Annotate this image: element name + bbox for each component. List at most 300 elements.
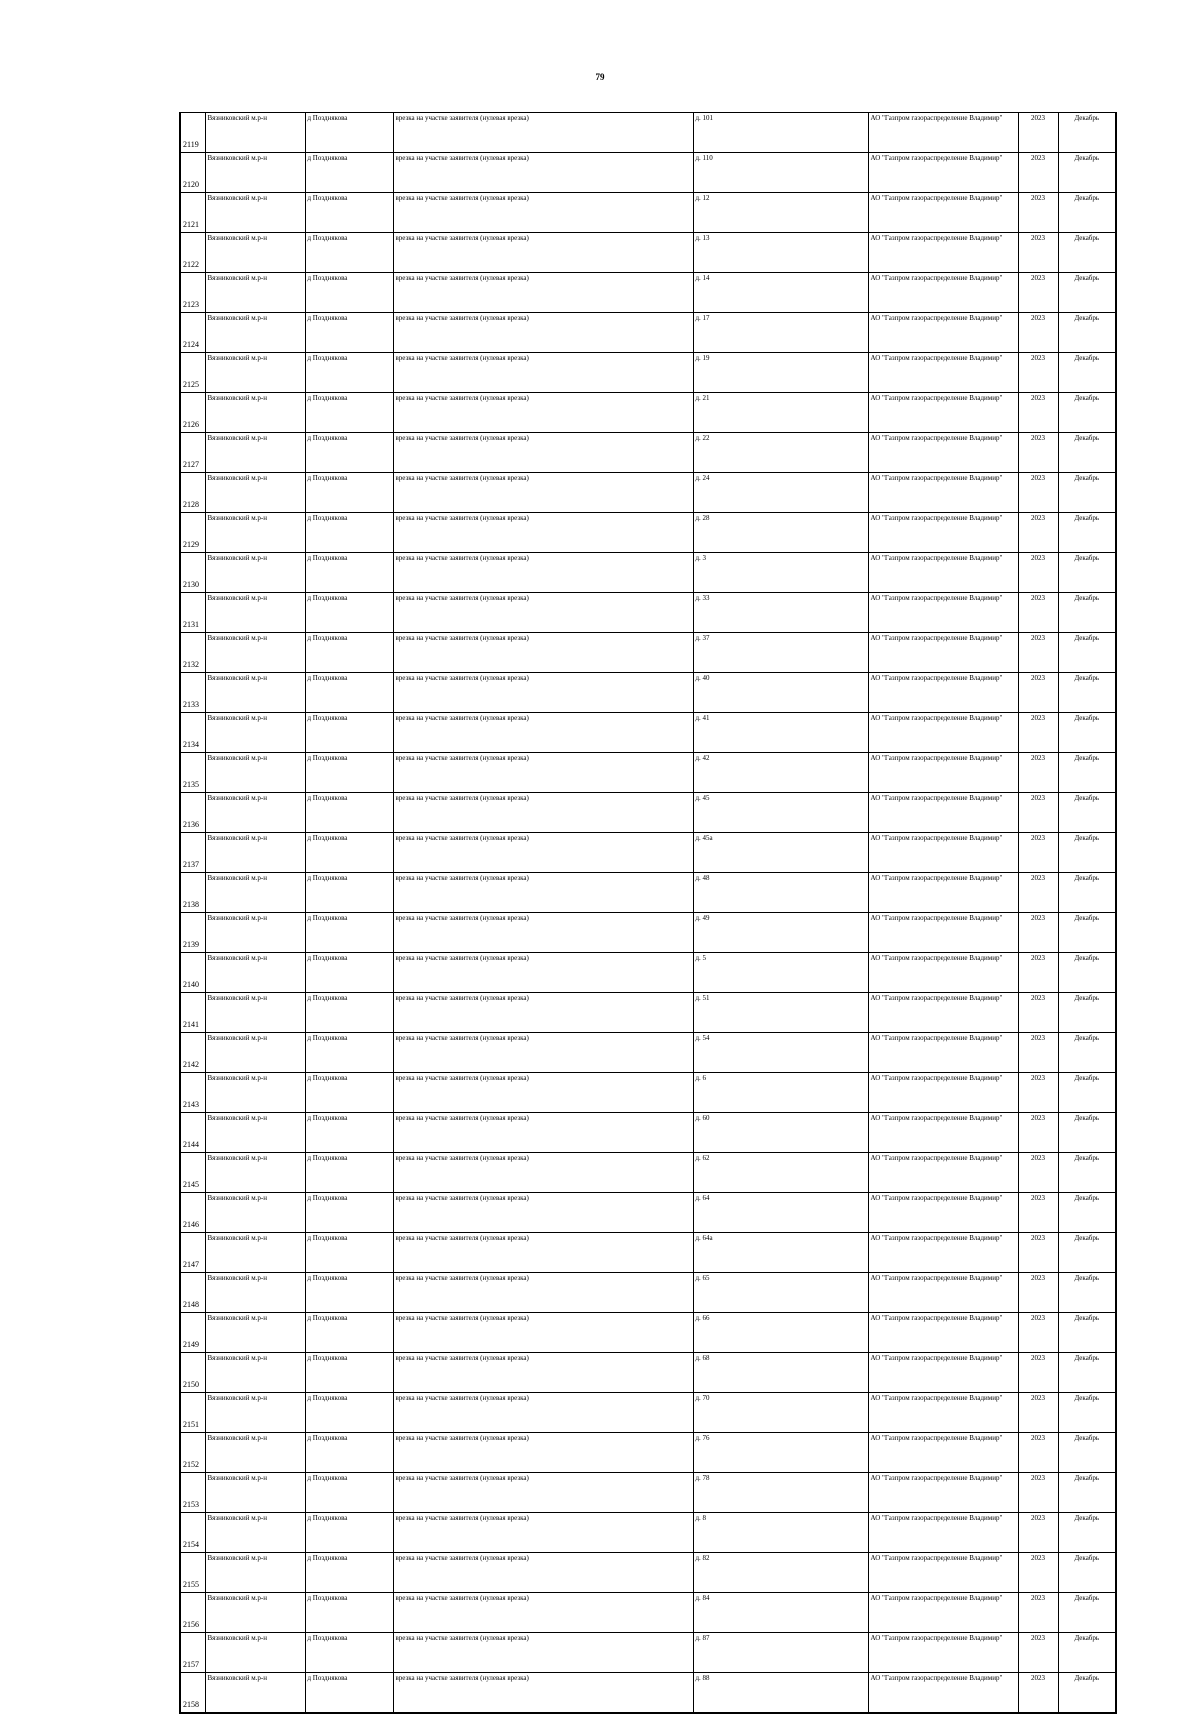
district-cell: Вязниковский м.р-н	[205, 873, 305, 913]
table-row	[180, 1433, 1116, 1473]
row-number: 2127	[180, 433, 205, 473]
month-cell: Декабрь	[1058, 593, 1116, 633]
district-cell: Вязниковский м.р-н	[205, 593, 305, 633]
house-number-cell: д. 14	[693, 273, 868, 313]
house-number-cell: д. 40	[693, 673, 868, 713]
organization-cell: АО "Газпром газораспределение Владимир"	[868, 313, 1018, 353]
work-type-cell: врезка на участке заявителя (нулевая врезка)	[393, 873, 693, 913]
house-number-cell: д. 45	[693, 793, 868, 833]
organization-cell: АО "Газпром газораспределение Владимир"	[868, 233, 1018, 273]
row-number: 2124	[180, 313, 205, 353]
work-type-cell: врезка на участке заявителя (нулевая врезка)	[393, 1193, 693, 1233]
year-cell: 2023	[1018, 353, 1058, 393]
district-cell: Вязниковский м.р-н	[205, 913, 305, 953]
organization-cell: АО "Газпром газораспределение Владимир"	[868, 1633, 1018, 1673]
house-number-cell: д. 21	[693, 393, 868, 433]
year-cell: 2023	[1018, 713, 1058, 753]
organization-cell: АО "Газпром газораспределение Владимир"	[868, 1513, 1018, 1553]
table-row	[180, 1033, 1116, 1073]
district-cell: Вязниковский м.р-н	[205, 993, 305, 1033]
work-type-cell: врезка на участке заявителя (нулевая врезка)	[393, 233, 693, 273]
village-cell: д Позднякова	[305, 1473, 393, 1513]
house-number-cell: д. 24	[693, 473, 868, 513]
house-number-cell: д. 19	[693, 353, 868, 393]
year-cell: 2023	[1018, 1433, 1058, 1473]
work-type-cell: врезка на участке заявителя (нулевая врезка)	[393, 1073, 693, 1113]
district-cell: Вязниковский м.р-н	[205, 793, 305, 833]
year-cell: 2023	[1018, 593, 1058, 633]
year-cell: 2023	[1018, 553, 1058, 593]
table-row	[180, 1073, 1116, 1113]
house-number-cell: д. 48	[693, 873, 868, 913]
month-cell: Декабрь	[1058, 1233, 1116, 1273]
row-number: 2146	[180, 1193, 205, 1233]
year-cell: 2023	[1018, 873, 1058, 913]
row-number: 2134	[180, 713, 205, 753]
village-cell: д Позднякова	[305, 193, 393, 233]
organization-cell: АО "Газпром газораспределение Владимир"	[868, 873, 1018, 913]
village-cell: д Позднякова	[305, 113, 393, 153]
year-cell: 2023	[1018, 993, 1058, 1033]
organization-cell: АО "Газпром газораспределение Владимир"	[868, 1313, 1018, 1353]
village-cell: д Позднякова	[305, 1673, 393, 1714]
table-row	[180, 393, 1116, 433]
district-cell: Вязниковский м.р-н	[205, 473, 305, 513]
work-type-cell: врезка на участке заявителя (нулевая врезка)	[393, 1673, 693, 1714]
work-type-cell: врезка на участке заявителя (нулевая врезка)	[393, 633, 693, 673]
row-number: 2137	[180, 833, 205, 873]
house-number-cell: д. 42	[693, 753, 868, 793]
village-cell: д Позднякова	[305, 1193, 393, 1233]
row-number: 2126	[180, 393, 205, 433]
village-cell: д Позднякова	[305, 793, 393, 833]
house-number-cell: д. 41	[693, 713, 868, 753]
row-number: 2151	[180, 1393, 205, 1433]
organization-cell: АО "Газпром газораспределение Владимир"	[868, 1033, 1018, 1073]
year-cell: 2023	[1018, 1593, 1058, 1633]
month-cell: Декабрь	[1058, 553, 1116, 593]
month-cell: Декабрь	[1058, 273, 1116, 313]
house-number-cell: д. 28	[693, 513, 868, 553]
district-cell: Вязниковский м.р-н	[205, 1073, 305, 1113]
district-cell: Вязниковский м.р-н	[205, 1113, 305, 1153]
village-cell: д Позднякова	[305, 953, 393, 993]
district-cell: Вязниковский м.р-н	[205, 833, 305, 873]
year-cell: 2023	[1018, 1633, 1058, 1673]
work-type-cell: врезка на участке заявителя (нулевая врезка)	[393, 913, 693, 953]
village-cell: д Позднякова	[305, 993, 393, 1033]
table-row	[180, 673, 1116, 713]
village-cell: д Позднякова	[305, 673, 393, 713]
table-row	[180, 753, 1116, 793]
house-number-cell: д. 110	[693, 153, 868, 193]
table-row	[180, 473, 1116, 513]
page-number: 79	[595, 72, 605, 82]
village-cell: д Позднякова	[305, 433, 393, 473]
house-number-cell: д. 68	[693, 1353, 868, 1393]
table-row	[180, 1113, 1116, 1153]
table-row	[180, 1353, 1116, 1393]
row-number: 2152	[180, 1433, 205, 1473]
work-type-cell: врезка на участке заявителя (нулевая врезка)	[393, 153, 693, 193]
table-row	[180, 153, 1116, 193]
house-number-cell: д. 62	[693, 1153, 868, 1193]
year-cell: 2023	[1018, 833, 1058, 873]
table-row	[180, 793, 1116, 833]
organization-cell: АО "Газпром газораспределение Владимир"	[868, 273, 1018, 313]
month-cell: Декабрь	[1058, 1473, 1116, 1513]
district-cell: Вязниковский м.р-н	[205, 153, 305, 193]
year-cell: 2023	[1018, 393, 1058, 433]
village-cell: д Позднякова	[305, 1353, 393, 1393]
house-number-cell: д. 33	[693, 593, 868, 633]
village-cell: д Позднякова	[305, 273, 393, 313]
district-cell: Вязниковский м.р-н	[205, 233, 305, 273]
row-number: 2125	[180, 353, 205, 393]
work-type-cell: врезка на участке заявителя (нулевая врезка)	[393, 193, 693, 233]
year-cell: 2023	[1018, 313, 1058, 353]
organization-cell: АО "Газпром газораспределение Владимир"	[868, 1113, 1018, 1153]
house-number-cell: д. 17	[693, 313, 868, 353]
row-number: 2147	[180, 1233, 205, 1273]
year-cell: 2023	[1018, 113, 1058, 153]
district-cell: Вязниковский м.р-н	[205, 1353, 305, 1393]
year-cell: 2023	[1018, 913, 1058, 953]
table-row	[180, 953, 1116, 993]
district-cell: Вязниковский м.р-н	[205, 753, 305, 793]
table-row	[180, 193, 1116, 233]
organization-cell: АО "Газпром газораспределение Владимир"	[868, 1433, 1018, 1473]
month-cell: Декабрь	[1058, 1193, 1116, 1233]
district-cell: Вязниковский м.р-н	[205, 1273, 305, 1313]
village-cell: д Позднякова	[305, 1113, 393, 1153]
organization-cell: АО "Газпром газораспределение Владимир"	[868, 473, 1018, 513]
work-type-cell: врезка на участке заявителя (нулевая врезка)	[393, 1033, 693, 1073]
table-row	[180, 113, 1116, 153]
month-cell: Декабрь	[1058, 1353, 1116, 1393]
row-number: 2119	[180, 113, 205, 153]
work-type-cell: врезка на участке заявителя (нулевая врезка)	[393, 113, 693, 153]
organization-cell: АО "Газпром газораспределение Владимир"	[868, 633, 1018, 673]
organization-cell: АО "Газпром газораспределение Владимир"	[868, 913, 1018, 953]
year-cell: 2023	[1018, 1393, 1058, 1433]
year-cell: 2023	[1018, 673, 1058, 713]
row-number: 2157	[180, 1633, 205, 1673]
year-cell: 2023	[1018, 793, 1058, 833]
month-cell: Декабрь	[1058, 793, 1116, 833]
month-cell: Декабрь	[1058, 1073, 1116, 1113]
village-cell: д Позднякова	[305, 593, 393, 633]
district-cell: Вязниковский м.р-н	[205, 713, 305, 753]
district-cell: Вязниковский м.р-н	[205, 1513, 305, 1553]
organization-cell: АО "Газпром газораспределение Владимир"	[868, 1273, 1018, 1313]
month-cell: Декабрь	[1058, 353, 1116, 393]
work-type-cell: врезка на участке заявителя (нулевая врезка)	[393, 433, 693, 473]
month-cell: Декабрь	[1058, 233, 1116, 273]
month-cell: Декабрь	[1058, 1593, 1116, 1633]
row-number: 2138	[180, 873, 205, 913]
month-cell: Декабрь	[1058, 1393, 1116, 1433]
work-type-cell: врезка на участке заявителя (нулевая врезка)	[393, 1153, 693, 1193]
house-number-cell: д. 66	[693, 1313, 868, 1353]
work-type-cell: врезка на участке заявителя (нулевая врезка)	[393, 1593, 693, 1633]
organization-cell: АО "Газпром газораспределение Владимир"	[868, 753, 1018, 793]
year-cell: 2023	[1018, 1273, 1058, 1313]
row-number: 2123	[180, 273, 205, 313]
district-cell: Вязниковский м.р-н	[205, 313, 305, 353]
table-body	[180, 113, 1116, 1714]
district-cell: Вязниковский м.р-н	[205, 1633, 305, 1673]
work-type-cell: врезка на участке заявителя (нулевая врезка)	[393, 513, 693, 553]
house-number-cell: д. 6	[693, 1073, 868, 1113]
organization-cell: АО "Газпром газораспределение Владимир"	[868, 553, 1018, 593]
year-cell: 2023	[1018, 1073, 1058, 1113]
organization-cell: АО "Газпром газораспределение Владимир"	[868, 993, 1018, 1033]
year-cell: 2023	[1018, 1153, 1058, 1193]
row-number: 2149	[180, 1313, 205, 1353]
village-cell: д Позднякова	[305, 393, 393, 433]
year-cell: 2023	[1018, 1553, 1058, 1593]
year-cell: 2023	[1018, 273, 1058, 313]
row-number: 2120	[180, 153, 205, 193]
table-row	[180, 1633, 1116, 1673]
row-number: 2150	[180, 1353, 205, 1393]
work-type-cell: врезка на участке заявителя (нулевая врезка)	[393, 793, 693, 833]
row-number: 2141	[180, 993, 205, 1033]
month-cell: Декабрь	[1058, 153, 1116, 193]
row-number: 2158	[180, 1673, 205, 1714]
work-type-cell: врезка на участке заявителя (нулевая врезка)	[393, 753, 693, 793]
house-number-cell: д. 54	[693, 1033, 868, 1073]
table-row	[180, 833, 1116, 873]
year-cell: 2023	[1018, 1473, 1058, 1513]
house-number-cell: д. 64а	[693, 1233, 868, 1273]
district-cell: Вязниковский м.р-н	[205, 513, 305, 553]
month-cell: Декабрь	[1058, 473, 1116, 513]
organization-cell: АО "Газпром газораспределение Владимир"	[868, 1233, 1018, 1273]
year-cell: 2023	[1018, 1673, 1058, 1714]
table-row	[180, 233, 1116, 273]
table-row	[180, 713, 1116, 753]
row-number: 2156	[180, 1593, 205, 1633]
house-number-cell: д. 60	[693, 1113, 868, 1153]
year-cell: 2023	[1018, 1233, 1058, 1273]
district-cell: Вязниковский м.р-н	[205, 1153, 305, 1193]
month-cell: Декабрь	[1058, 1673, 1116, 1714]
organization-cell: АО "Газпром газораспределение Владимир"	[868, 833, 1018, 873]
organization-cell: АО "Газпром газораспределение Владимир"	[868, 1393, 1018, 1433]
month-cell: Декабрь	[1058, 113, 1116, 153]
table-row	[180, 433, 1116, 473]
district-cell: Вязниковский м.р-н	[205, 633, 305, 673]
village-cell: д Позднякова	[305, 1393, 393, 1433]
month-cell: Декабрь	[1058, 1113, 1116, 1153]
organization-cell: АО "Газпром газораспределение Владимир"	[868, 393, 1018, 433]
work-type-cell: врезка на участке заявителя (нулевая врезка)	[393, 353, 693, 393]
village-cell: д Позднякова	[305, 1273, 393, 1313]
row-number: 2145	[180, 1153, 205, 1193]
village-cell: д Позднякова	[305, 753, 393, 793]
district-cell: Вязниковский м.р-н	[205, 1393, 305, 1433]
work-type-cell: врезка на участке заявителя (нулевая врезка)	[393, 993, 693, 1033]
table-row	[180, 913, 1116, 953]
village-cell: д Позднякова	[305, 913, 393, 953]
district-cell: Вязниковский м.р-н	[205, 953, 305, 993]
row-number: 2122	[180, 233, 205, 273]
month-cell: Декабрь	[1058, 1313, 1116, 1353]
village-cell: д Позднякова	[305, 1633, 393, 1673]
work-type-cell: врезка на участке заявителя (нулевая врезка)	[393, 553, 693, 593]
organization-cell: АО "Газпром газораспределение Владимир"	[868, 353, 1018, 393]
row-number: 2135	[180, 753, 205, 793]
organization-cell: АО "Газпром газораспределение Владимир"	[868, 193, 1018, 233]
month-cell: Декабрь	[1058, 433, 1116, 473]
village-cell: д Позднякова	[305, 513, 393, 553]
month-cell: Декабрь	[1058, 633, 1116, 673]
house-number-cell: д. 82	[693, 1553, 868, 1593]
work-type-cell: врезка на участке заявителя (нулевая врезка)	[393, 953, 693, 993]
house-number-cell: д. 49	[693, 913, 868, 953]
year-cell: 2023	[1018, 1353, 1058, 1393]
row-number: 2128	[180, 473, 205, 513]
year-cell: 2023	[1018, 633, 1058, 673]
month-cell: Декабрь	[1058, 1513, 1116, 1553]
organization-cell: АО "Газпром газораспределение Владимир"	[868, 1553, 1018, 1593]
month-cell: Декабрь	[1058, 993, 1116, 1033]
district-cell: Вязниковский м.р-н	[205, 1473, 305, 1513]
month-cell: Декабрь	[1058, 1553, 1116, 1593]
organization-cell: АО "Газпром газораспределение Владимир"	[868, 1473, 1018, 1513]
month-cell: Декабрь	[1058, 193, 1116, 233]
house-number-cell: д. 3	[693, 553, 868, 593]
house-number-cell: д. 88	[693, 1673, 868, 1714]
house-number-cell: д. 5	[693, 953, 868, 993]
row-number: 2142	[180, 1033, 205, 1073]
table-row	[180, 1193, 1116, 1233]
row-number: 2155	[180, 1553, 205, 1593]
month-cell: Декабрь	[1058, 313, 1116, 353]
district-cell: Вязниковский м.р-н	[205, 1673, 305, 1714]
year-cell: 2023	[1018, 1193, 1058, 1233]
organization-cell: АО "Газпром газораспределение Владимир"	[868, 713, 1018, 753]
table-row	[180, 1233, 1116, 1273]
year-cell: 2023	[1018, 753, 1058, 793]
month-cell: Декабрь	[1058, 713, 1116, 753]
table-row	[180, 993, 1116, 1033]
district-cell: Вязниковский м.р-н	[205, 1433, 305, 1473]
work-type-cell: врезка на участке заявителя (нулевая врезка)	[393, 1313, 693, 1353]
table-row	[180, 1513, 1116, 1553]
village-cell: д Позднякова	[305, 1313, 393, 1353]
work-type-cell: врезка на участке заявителя (нулевая врезка)	[393, 1273, 693, 1313]
house-number-cell: д. 64	[693, 1193, 868, 1233]
month-cell: Декабрь	[1058, 1033, 1116, 1073]
table-row	[180, 1593, 1116, 1633]
work-type-cell: врезка на участке заявителя (нулевая врезка)	[393, 273, 693, 313]
village-cell: д Позднякова	[305, 153, 393, 193]
month-cell: Декабрь	[1058, 1433, 1116, 1473]
village-cell: д Позднякова	[305, 233, 393, 273]
house-number-cell: д. 12	[693, 193, 868, 233]
work-type-cell: врезка на участке заявителя (нулевая врезка)	[393, 1233, 693, 1273]
row-number: 2144	[180, 1113, 205, 1153]
row-number: 2143	[180, 1073, 205, 1113]
house-number-cell: д. 70	[693, 1393, 868, 1433]
row-number: 2140	[180, 953, 205, 993]
village-cell: д Позднякова	[305, 833, 393, 873]
work-type-cell: врезка на участке заявителя (нулевая врезка)	[393, 673, 693, 713]
row-number: 2133	[180, 673, 205, 713]
work-type-cell: врезка на участке заявителя (нулевая врезка)	[393, 1553, 693, 1593]
month-cell: Декабрь	[1058, 873, 1116, 913]
organization-cell: АО "Газпром газораспределение Владимир"	[868, 593, 1018, 633]
organization-cell: АО "Газпром газораспределение Владимир"	[868, 1593, 1018, 1633]
village-cell: д Позднякова	[305, 1433, 393, 1473]
table-row	[180, 1393, 1116, 1433]
organization-cell: АО "Газпром газораспределение Владимир"	[868, 1073, 1018, 1113]
district-cell: Вязниковский м.р-н	[205, 353, 305, 393]
district-cell: Вязниковский м.р-н	[205, 1233, 305, 1273]
table-row	[180, 1153, 1116, 1193]
work-type-cell: врезка на участке заявителя (нулевая врезка)	[393, 1353, 693, 1393]
house-number-cell: д. 87	[693, 1633, 868, 1673]
table-row	[180, 553, 1116, 593]
village-cell: д Позднякова	[305, 713, 393, 753]
month-cell: Декабрь	[1058, 673, 1116, 713]
house-number-cell: д. 13	[693, 233, 868, 273]
row-number: 2154	[180, 1513, 205, 1553]
row-number: 2132	[180, 633, 205, 673]
district-cell: Вязниковский м.р-н	[205, 273, 305, 313]
table-row	[180, 1273, 1116, 1313]
organization-cell: АО "Газпром газораспределение Владимир"	[868, 1153, 1018, 1193]
work-type-cell: врезка на участке заявителя (нулевая врезка)	[393, 473, 693, 513]
work-type-cell: врезка на участке заявителя (нулевая врезка)	[393, 1113, 693, 1153]
house-number-cell: д. 37	[693, 633, 868, 673]
village-cell: д Позднякова	[305, 1233, 393, 1273]
district-cell: Вязниковский м.р-н	[205, 1313, 305, 1353]
year-cell: 2023	[1018, 193, 1058, 233]
organization-cell: АО "Газпром газораспределение Владимир"	[868, 1673, 1018, 1714]
month-cell: Декабрь	[1058, 1633, 1116, 1673]
work-type-cell: врезка на участке заявителя (нулевая врезка)	[393, 1513, 693, 1553]
district-cell: Вязниковский м.р-н	[205, 433, 305, 473]
table-row	[180, 513, 1116, 553]
work-type-cell: врезка на участке заявителя (нулевая врезка)	[393, 1393, 693, 1433]
organization-cell: АО "Газпром газораспределение Владимир"	[868, 433, 1018, 473]
organization-cell: АО "Газпром газораспределение Владимир"	[868, 113, 1018, 153]
village-cell: д Позднякова	[305, 1153, 393, 1193]
year-cell: 2023	[1018, 433, 1058, 473]
month-cell: Декабрь	[1058, 1273, 1116, 1313]
village-cell: д Позднякова	[305, 1033, 393, 1073]
house-number-cell: д. 101	[693, 113, 868, 153]
row-number: 2130	[180, 553, 205, 593]
row-number: 2148	[180, 1273, 205, 1313]
organization-cell: АО "Газпром газораспределение Владимир"	[868, 953, 1018, 993]
house-number-cell: д. 65	[693, 1273, 868, 1313]
district-cell: Вязниковский м.р-н	[205, 393, 305, 433]
house-number-cell: д. 84	[693, 1593, 868, 1633]
house-number-cell: д. 51	[693, 993, 868, 1033]
schedule-table	[179, 112, 1117, 1714]
district-cell: Вязниковский м.р-н	[205, 1193, 305, 1233]
village-cell: д Позднякова	[305, 1593, 393, 1633]
table-row	[180, 873, 1116, 913]
year-cell: 2023	[1018, 953, 1058, 993]
month-cell: Декабрь	[1058, 833, 1116, 873]
row-number: 2129	[180, 513, 205, 553]
